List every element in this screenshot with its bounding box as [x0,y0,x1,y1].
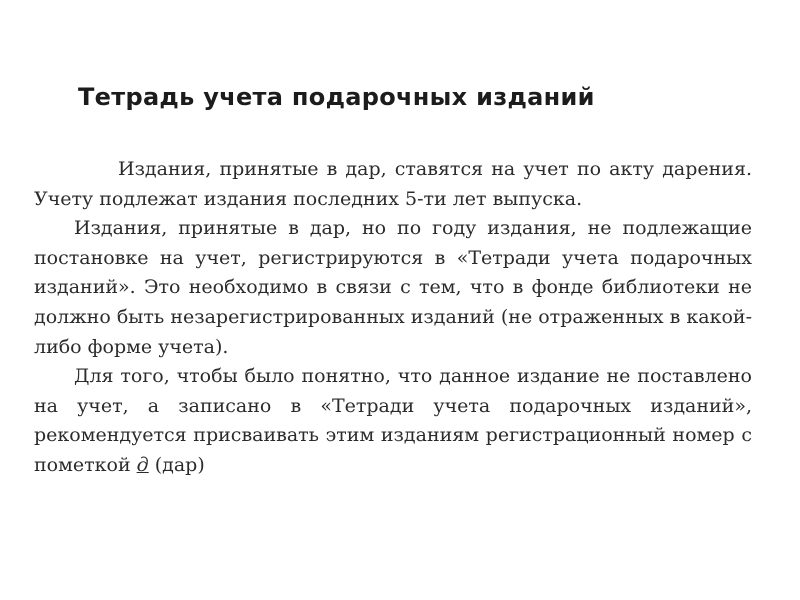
paragraph-registration-mark [34,362,752,480]
gift-mark-letter: д [136,453,149,476]
page-title: Тетрадь учета подарочных изданий [78,83,595,111]
paragraph-text-before-mark: Для того, чтобы было понятно, что данное издание не поставлено на учет, а записано в «Тетради учета подарочных изданий», рекомендуется присваивать этим изданиям регистрационный номер с пометкой [34,365,752,476]
paragraph-gift-notebook: Издания, принятые в дар, но по году издания, не подлежащие постановке на учет, регистрируются в «Тетради учета подарочных изданий». Это необходимо в связи с тем, что в фонде библиотеки не должно быть незарегистрированных изданий (не отраженных в какой-либо форме учета). [34,217,752,358]
paragraph-gift-registration: Издания, принятые в дар, ставятся на учет по акту дарения. Учету подлежат издания последних 5-ти лет выпуска. [34,158,752,210]
paragraph-text-after-mark: (дар) [148,453,205,476]
body-text [34,155,752,481]
